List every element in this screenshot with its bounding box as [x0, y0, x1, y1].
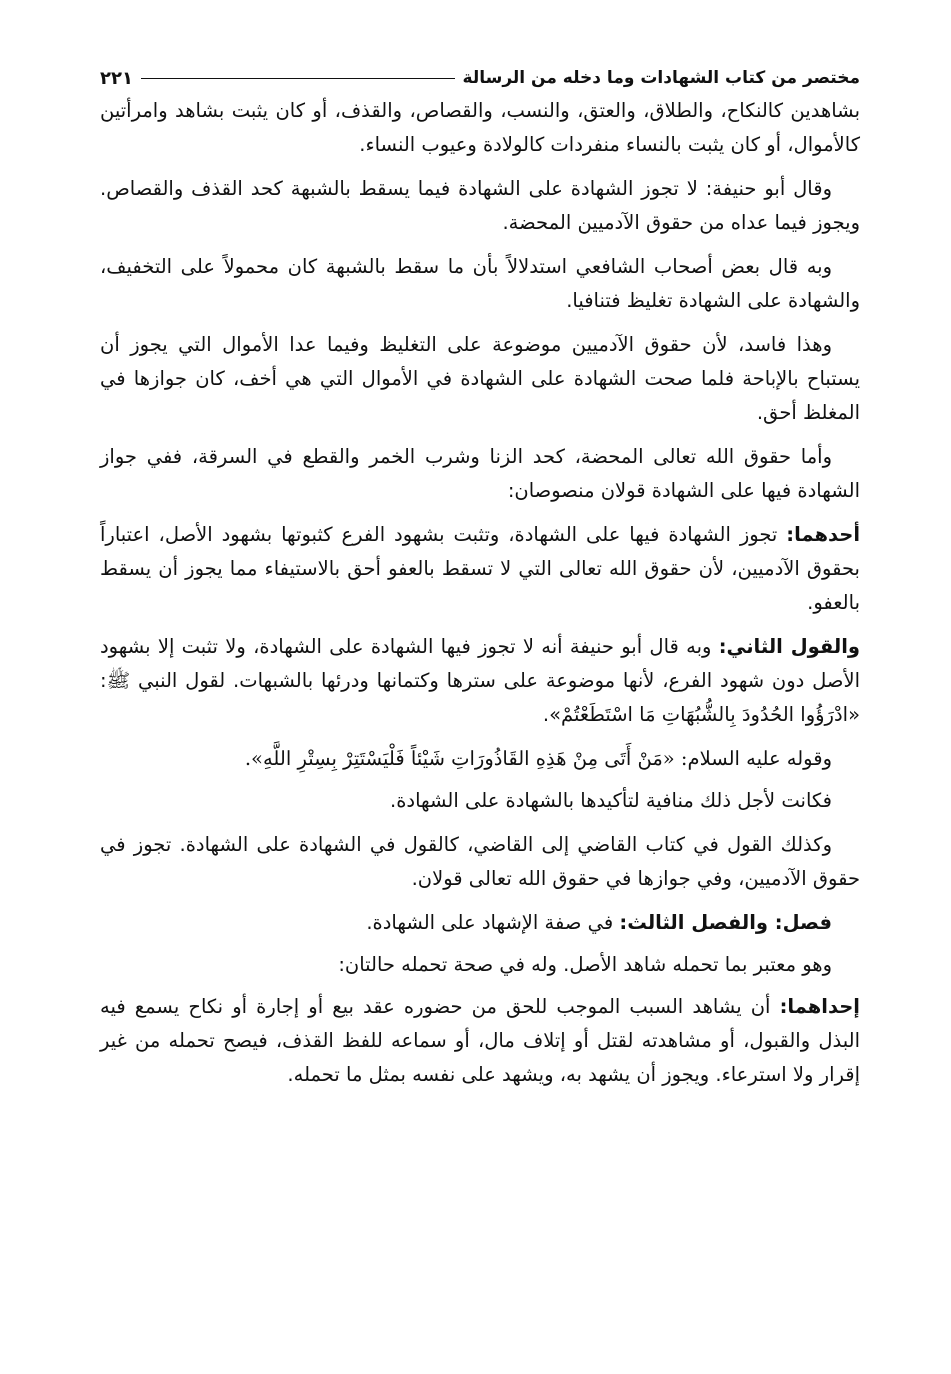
paragraph-2	[100, 172, 860, 240]
paragraph-text: تجوز الشهادة فيها على الشهادة، وتثبت بشهود الفرع كثبوتها بشهود الأصل، اعتباراً بحقوق الآدميين، لأن حقوق الله تعالى التي لا تسقط بالعفو أحق بالاستيفاء مما يجوز أن يسقط بالعفو.	[100, 523, 860, 614]
page-number: ٢٢١	[100, 67, 133, 89]
paragraph-text: وبه قال أبو حنيفة أنه لا تجوز فيها الشهادة على الشهادة، ولا تثبت إلا بشهود الأصل دون شهود الفرع، لأنها موضوعة على سترها وكتمانها ودرئها بالشبهات. لقول النبي ﷺ: «ادْرَؤُوا الحُدُودَ بِالشُّبُهَاتِ مَا اسْتَطَعْتُمْ».	[100, 635, 860, 726]
paragraph-text: وهو معتبر بما تحمله شاهد الأصل. وله في صحة تحمله حالتان:	[338, 953, 832, 976]
paragraph-3	[100, 250, 860, 318]
paragraph-6	[100, 518, 860, 620]
section-heading	[100, 906, 860, 940]
paragraph-9	[100, 784, 860, 818]
paragraph-text: بشاهدين كالنكاح، والطلاق، والعتق، والنسب، والقصاص، والقذف، أو كان يثبت بشاهد وامرأتين كالأموال، أو كان يثبت بالنساء منفردات كالولادة وعيوب النساء.	[100, 99, 860, 156]
paragraph-text: وقوله عليه السلام: «مَنْ أَتَى مِنْ هَذِهِ القَاذُورَاتِ شَيْئاً فَلْيَسْتَتِرْ بِسِتْرِ اللَّهِ».	[244, 747, 832, 770]
paragraph-lead: فصل: والفصل الثالث:	[619, 911, 832, 934]
header-title: مختصر من كتاب الشهادات وما دخله من الرسالة	[462, 68, 860, 88]
paragraph-7	[100, 630, 860, 732]
paragraph-1	[100, 94, 860, 162]
paragraph-5	[100, 440, 860, 508]
paragraph-lead: أحدهما:	[786, 523, 861, 546]
paragraph-13	[100, 990, 860, 1092]
paragraph-text: في صفة الإشهاد على الشهادة.	[366, 911, 614, 934]
paragraph-text: أن يشاهد السبب الموجب للحق من حضوره عقد بيع أو إجارة أو نكاح يسمع فيه البذل والقبول، أو مشاهدته لقتل أو إتلاف مال، أو سماعه للفظ القذف، فيصح تحمله من غير إقرار ولا استرعاء. ويجوز أن يشهد به، ويشهد على نفسه بمثل ما تحمله.	[100, 995, 860, 1086]
paragraph-12	[100, 948, 860, 982]
running-header	[100, 62, 860, 94]
paragraph-10	[100, 828, 860, 896]
paragraph-text: وأما حقوق الله تعالى المحضة، كحد الزنا وشرب الخمر والقطع في السرقة، ففي جواز الشهادة فيها على الشهادة قولان منصوصان:	[100, 445, 860, 502]
header-rule	[141, 78, 455, 79]
paragraph-lead: إحداهما:	[779, 995, 860, 1018]
paragraph-lead: والقول الثاني:	[718, 635, 861, 658]
paragraph-text: وهذا فاسد، لأن حقوق الآدميين موضوعة على التغليظ وفيما عدا الأموال التي يجوز أن يستباح بالإباحة فلما صحت الشهادة على الشهادة في الأموال التي هي أخف، كان جوازها في المغلظ أحق.	[100, 333, 860, 424]
paragraph-text: وبه قال بعض أصحاب الشافعي استدلالاً بأن ما سقط بالشبهة كان محمولاً على التخفيف، والشهادة على الشهادة تغليظ فتنافيا.	[100, 255, 860, 312]
paragraph-text: وكذلك القول في كتاب القاضي إلى القاضي، كالقول في الشهادة على الشهادة. تجوز في حقوق الآدميين، وفي جوازها في حقوق الله تعالى قولان.	[100, 833, 860, 890]
paragraph-4	[100, 328, 860, 430]
paragraph-8	[100, 742, 860, 776]
paragraph-text: فكانت لأجل ذلك منافية لتأكيدها بالشهادة على الشهادة.	[390, 789, 832, 812]
paragraph-text: وقال أبو حنيفة: لا تجوز الشهادة على الشهادة فيما يسقط بالشبهة كحد القذف والقصاص. ويجوز فيما عداه من حقوق الآدميين المحضة.	[100, 177, 860, 234]
book-page	[100, 62, 860, 1102]
